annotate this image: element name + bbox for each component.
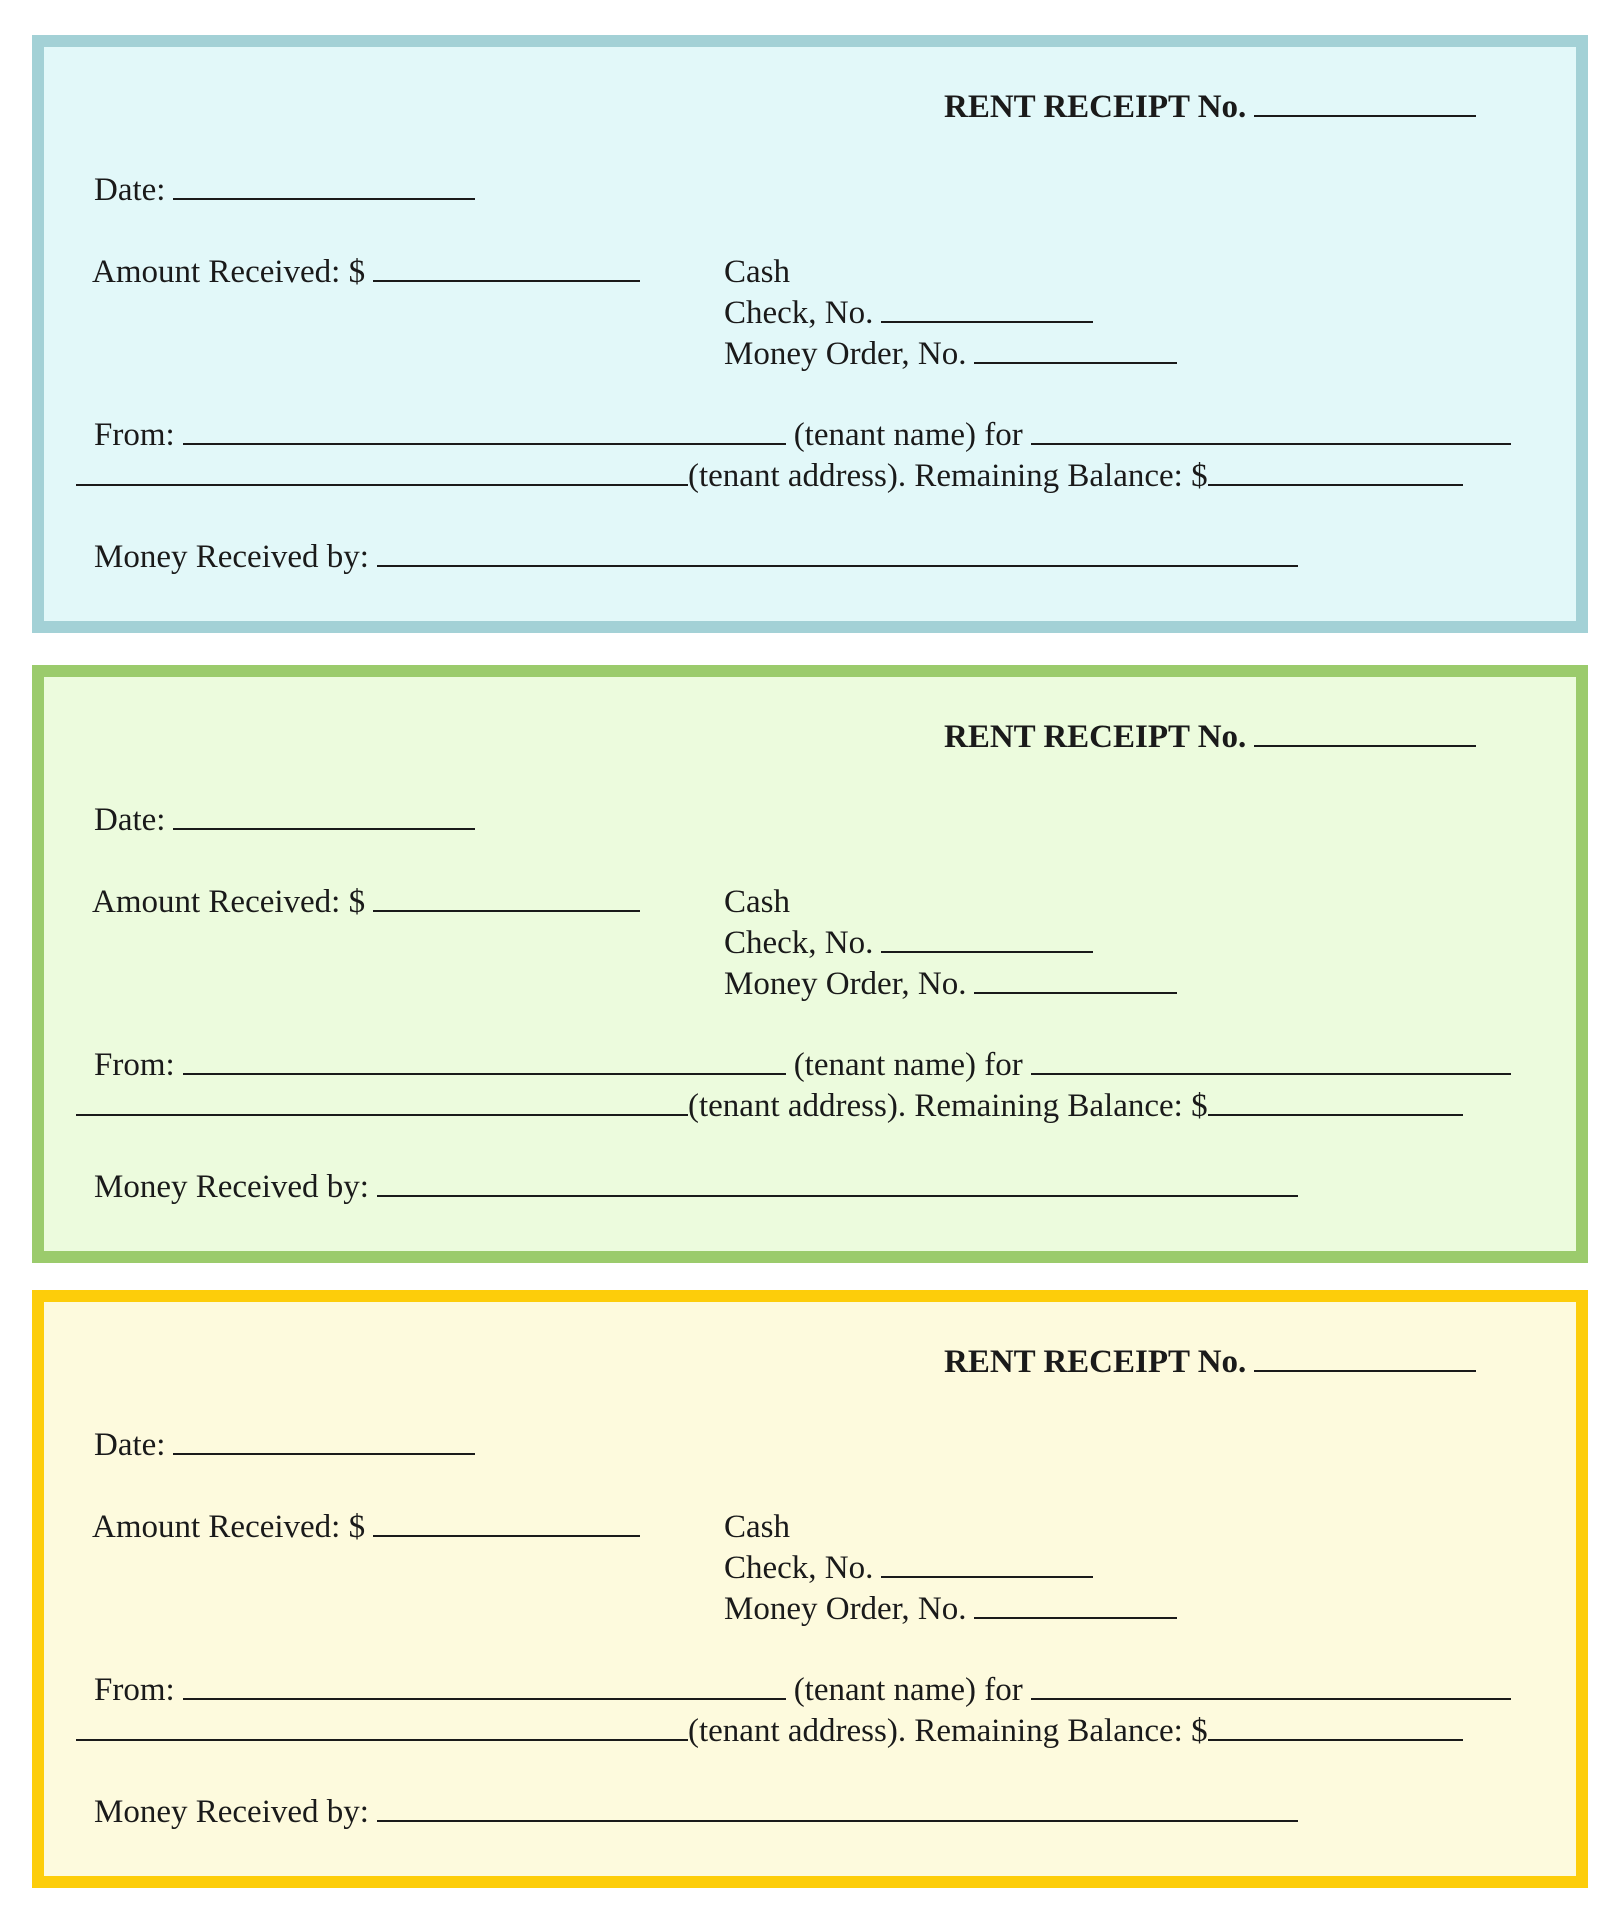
address-balance-line <box>76 1086 1463 1126</box>
from-label: From: <box>94 1672 175 1708</box>
receipt-title: RENT RECEIPT No. <box>944 719 1247 755</box>
money-order-number-blank[interactable] <box>974 964 1177 994</box>
tenant-address-blank-1[interactable] <box>1031 1670 1511 1700</box>
date-label: Date: <box>94 172 166 208</box>
address-balance-line <box>76 1711 1463 1751</box>
check-number-blank[interactable] <box>881 293 1093 323</box>
receipt-title-line <box>944 717 1484 757</box>
payment-check-line <box>724 923 1093 963</box>
amount-label: Amount Received: $ <box>92 884 366 920</box>
tenant-name-note: (tenant name) for <box>793 1047 1023 1083</box>
amount-blank[interactable] <box>373 882 640 912</box>
remaining-balance-blank[interactable] <box>1208 1086 1463 1116</box>
payment-check-label: Check, No. <box>724 295 874 331</box>
check-number-blank[interactable] <box>881 923 1093 953</box>
received-by-label: Money Received by: <box>94 1794 369 1830</box>
money-order-number-blank[interactable] <box>974 334 1177 364</box>
payment-cash: Cash <box>724 884 790 920</box>
amount-line <box>92 882 640 922</box>
rent-receipt-3 <box>32 1290 1588 1888</box>
tenant-address-blank-2[interactable] <box>76 1086 688 1116</box>
payment-check-label: Check, No. <box>724 925 874 961</box>
received-by-blank[interactable] <box>377 1792 1298 1822</box>
date-blank[interactable] <box>173 800 475 830</box>
date-line <box>94 170 475 210</box>
received-by-line <box>94 1792 1298 1832</box>
receipt-title-line <box>944 87 1484 127</box>
tenant-address-blank-2[interactable] <box>76 1711 688 1741</box>
remaining-balance-blank[interactable] <box>1208 456 1463 486</box>
money-order-number-blank[interactable] <box>974 1589 1177 1619</box>
tenant-name-note: (tenant name) for <box>793 417 1023 453</box>
check-number-blank[interactable] <box>881 1548 1093 1578</box>
receipt-title-line <box>944 1342 1484 1382</box>
payment-money-order-label: Money Order, No. <box>724 336 967 372</box>
receipt-title: RENT RECEIPT No. <box>944 1344 1247 1380</box>
amount-label: Amount Received: $ <box>92 1509 366 1545</box>
from-line <box>94 1670 1511 1710</box>
from-label: From: <box>94 1047 175 1083</box>
from-label: From: <box>94 417 175 453</box>
payment-cash: Cash <box>724 254 790 290</box>
rent-receipt-1 <box>32 35 1588 633</box>
amount-line <box>92 1507 640 1547</box>
receipt-number-blank[interactable] <box>1254 1342 1476 1372</box>
received-by-line <box>94 537 1298 577</box>
date-line <box>94 1425 475 1465</box>
amount-line <box>92 252 640 292</box>
amount-blank[interactable] <box>373 252 640 282</box>
date-label: Date: <box>94 1427 166 1463</box>
date-line <box>94 800 475 840</box>
payment-money-order-line <box>724 1589 1177 1629</box>
receipt-number-blank[interactable] <box>1254 717 1476 747</box>
received-by-label: Money Received by: <box>94 539 369 575</box>
receipt-title: RENT RECEIPT No. <box>944 89 1247 125</box>
payment-cash: Cash <box>724 1509 790 1545</box>
payment-check-line <box>724 1548 1093 1588</box>
payment-money-order-line <box>724 964 1177 1004</box>
date-blank[interactable] <box>173 170 475 200</box>
rent-receipt-2 <box>32 665 1588 1263</box>
tenant-name-note: (tenant name) for <box>793 1672 1023 1708</box>
received-by-blank[interactable] <box>377 537 1298 567</box>
from-line <box>94 415 1511 455</box>
payment-money-order-line <box>724 334 1177 374</box>
received-by-blank[interactable] <box>377 1167 1298 1197</box>
tenant-address-blank-2[interactable] <box>76 456 688 486</box>
payment-check-label: Check, No. <box>724 1550 874 1586</box>
receipt-number-blank[interactable] <box>1254 87 1476 117</box>
amount-blank[interactable] <box>373 1507 640 1537</box>
from-line <box>94 1045 1511 1085</box>
amount-label: Amount Received: $ <box>92 254 366 290</box>
remaining-balance-blank[interactable] <box>1208 1711 1463 1741</box>
tenant-address-blank-1[interactable] <box>1031 415 1511 445</box>
date-label: Date: <box>94 802 166 838</box>
tenant-address-note: (tenant address). Remaining Balance: $ <box>688 1713 1208 1749</box>
tenant-address-note: (tenant address). Remaining Balance: $ <box>688 458 1208 494</box>
tenant-address-blank-1[interactable] <box>1031 1045 1511 1075</box>
received-by-label: Money Received by: <box>94 1169 369 1205</box>
tenant-address-note: (tenant address). Remaining Balance: $ <box>688 1088 1208 1124</box>
date-blank[interactable] <box>173 1425 475 1455</box>
payment-money-order-label: Money Order, No. <box>724 966 967 1002</box>
payment-check-line <box>724 293 1093 333</box>
tenant-name-blank[interactable] <box>183 1670 786 1700</box>
tenant-name-blank[interactable] <box>183 1045 786 1075</box>
address-balance-line <box>76 456 1463 496</box>
received-by-line <box>94 1167 1298 1207</box>
tenant-name-blank[interactable] <box>183 415 786 445</box>
payment-money-order-label: Money Order, No. <box>724 1591 967 1627</box>
